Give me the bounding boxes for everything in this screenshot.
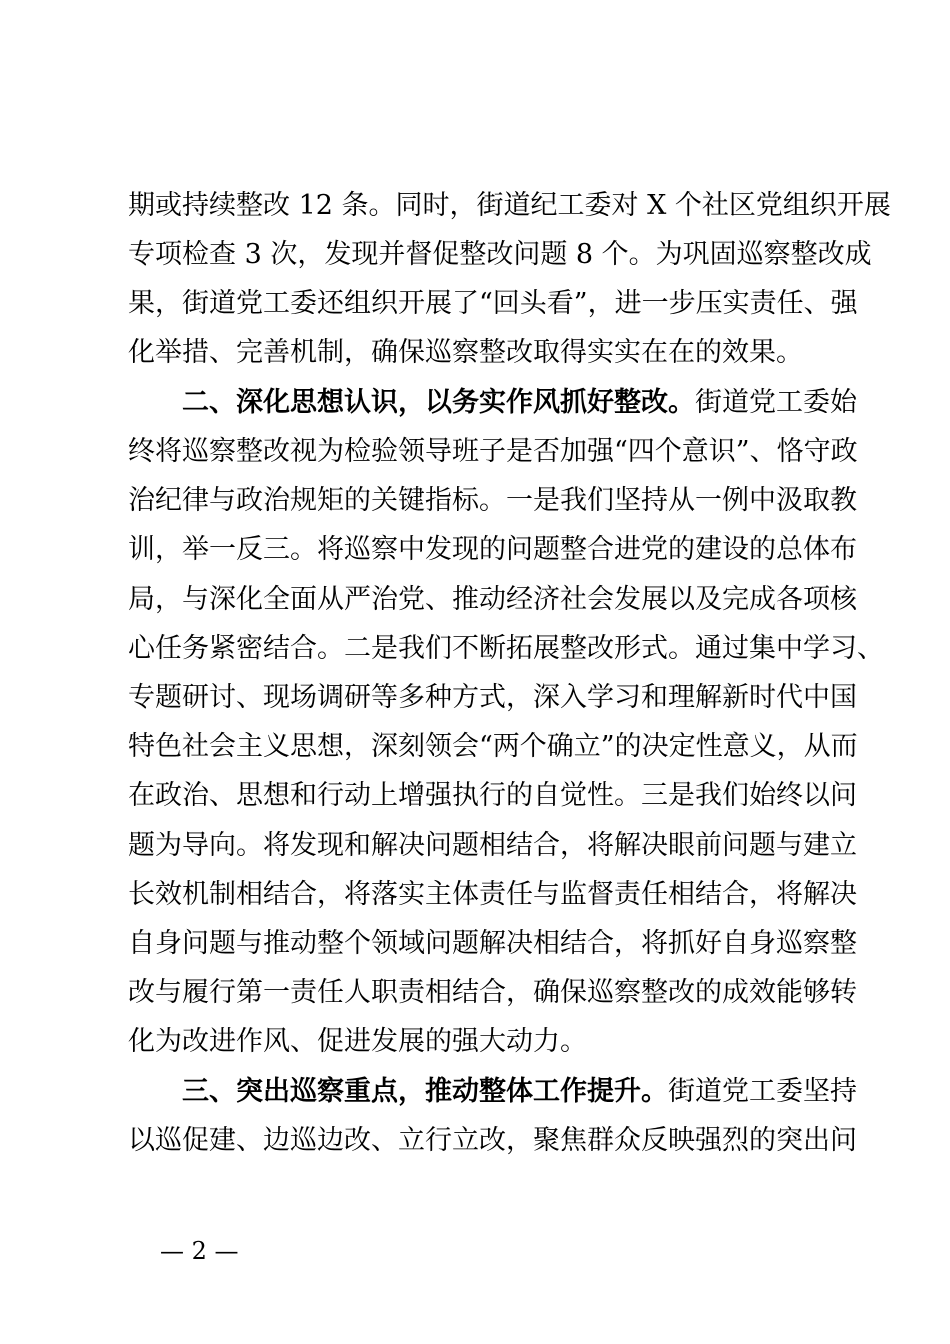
body-line: 特色社会主义思想，深刻领会“两个确立”的决定性意义，从而	[128, 731, 858, 762]
body-line: 改与履行第一责任人职责相结合，确保巡察整改的成效能够转	[128, 977, 857, 1008]
body-line: 自身问题与推动整个领域问题解决相结合，将抓好自身巡察整	[128, 928, 857, 959]
body-line: 化为改进作风、促进发展的强大动力。	[128, 1026, 587, 1057]
body-line: 以巡促建、边巡边改、立行立改，聚焦群众反映强烈的突出问	[128, 1125, 857, 1156]
section-3-first-line-rest: 街道党工委坚持	[668, 1076, 857, 1107]
body-line: 果，街道党工委还组织开展了“回头看”，进一步压实责任、强	[128, 288, 858, 319]
section-3-heading: 三、突出巡察重点，推动整体工作提升。	[182, 1076, 668, 1107]
body-line: 专项检查 3 次，发现并督促整改问题 8 个。为巩固巡察整改成	[128, 239, 872, 270]
body-line: 专题研讨、现场调研等多种方式，深入学习和理解新时代中国	[128, 682, 857, 713]
page-number: — 2 —	[160, 1237, 239, 1265]
body-line: 终将巡察整改视为检验领导班子是否加强“四个意识”、恪守政	[128, 436, 858, 467]
body-line: 期或持续整改 12 条。同时，街道纪工委对 X 个社区党组织开展	[128, 190, 891, 221]
body-line: 化举措、完善机制，确保巡察整改取得实实在在的效果。	[128, 337, 803, 368]
body-line: 局，与深化全面从严治党、推动经济社会发展以及完成各项核	[128, 584, 857, 615]
body-line: 在政治、思想和行动上增强执行的自觉性。三是我们始终以问	[128, 780, 857, 811]
body-line: 题为导向。将发现和解决问题相结合，将解决眼前问题与建立	[128, 830, 857, 861]
body-line: 训，举一反三。将巡察中发现的问题整合进党的建设的总体布	[128, 534, 857, 565]
body-line: 长效机制相结合，将落实主体责任与监督责任相结合，将解决	[128, 879, 857, 910]
section-2-heading: 二、深化思想认识，以务实作风抓好整改。	[182, 387, 695, 418]
body-line: 治纪律与政治规矩的关键指标。一是我们坚持从一例中汲取教	[128, 485, 857, 516]
section-2-first-line-rest: 街道党工委始	[695, 387, 857, 418]
section-3-first-line	[182, 1074, 857, 1110]
body-line: 心任务紧密结合。二是我们不断拓展整改形式。通过集中学习、	[128, 633, 884, 664]
section-2-first-line	[182, 385, 857, 421]
